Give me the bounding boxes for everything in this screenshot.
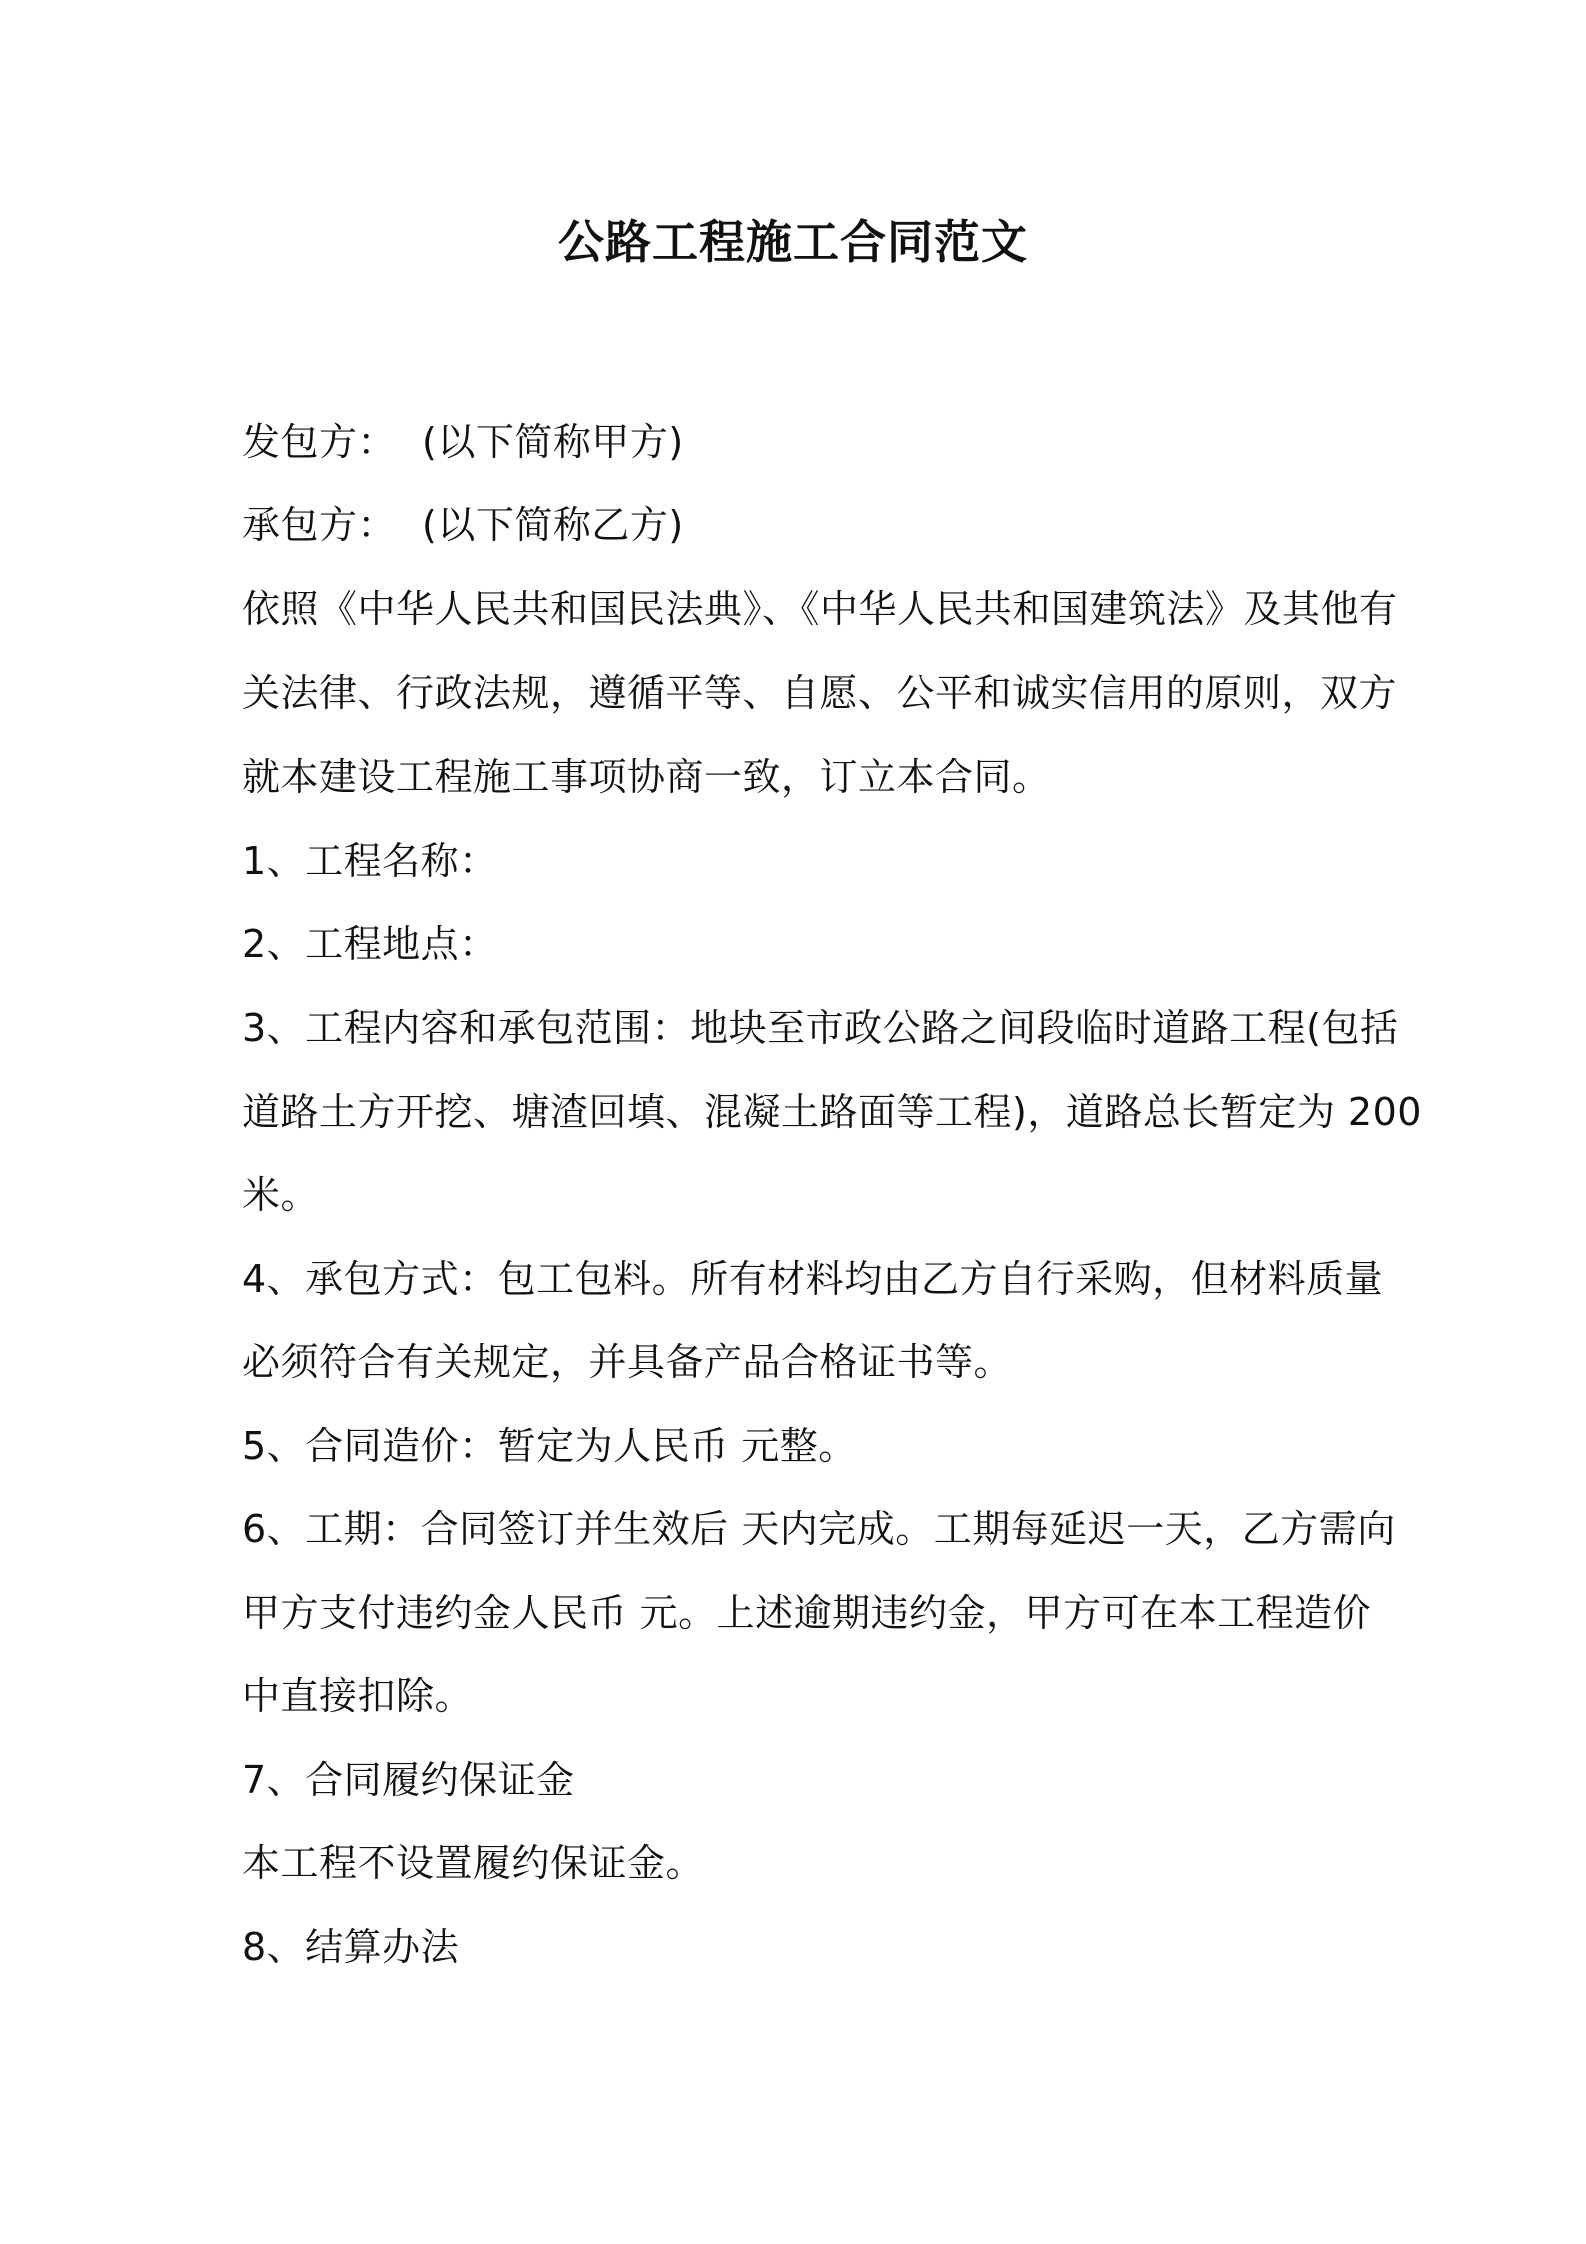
clause-7-heading: 7、合同履约保证金: [242, 1758, 575, 1802]
document-title: 公路工程施工合同范文: [558, 215, 1028, 269]
clause-3-scope-line: 3、工程内容和承包范围：地块至市政公路之间段临时道路工程(包括: [242, 1006, 1399, 1050]
party-b-line: [242, 500, 684, 550]
clause-5-contract-price: 5、合同造价：暂定为人民币 元整。: [242, 1424, 857, 1468]
party-a-note: (以下简称甲方): [422, 420, 684, 464]
clause-7-body: 本工程不设置履约保证金。: [242, 1841, 705, 1885]
clause-8-heading: 8、结算办法: [242, 1925, 460, 1969]
clause-3-scope-line: 道路土方开挖、塘渣回填、混凝土路面等工程)，道路总长暂定为 200: [242, 1090, 1422, 1134]
preamble-line: 依照《中华人民共和国民法典》、《中华人民共和国建筑法》及其他有: [242, 587, 1398, 631]
party-a-label: 发包方：: [242, 420, 397, 464]
preamble-line: 关法律、行政法规，遵循平等、自愿、公平和诚实信用的原则，双方: [242, 671, 1398, 715]
clause-4-contract-method-line: 4、承包方式：包工包料。所有材料均由乙方自行采购，但材料质量: [242, 1257, 1384, 1301]
clause-6-duration-line: 6、工期：合同签订并生效后 天内完成。工期每延迟一天，乙方需向: [242, 1507, 1396, 1551]
preamble-line: 就本建设工程施工事项协商一致，订立本合同。: [242, 755, 1051, 799]
clause-4-contract-method-line: 必须符合有关规定，并具备产品合格证书等。: [242, 1340, 1013, 1384]
party-a-line: [242, 417, 684, 467]
clause-2-project-location: 2、工程地点：: [242, 922, 498, 966]
clause-6-duration-line: 甲方支付违约金人民币 元。上述逾期违约金，甲方可在本工程造价: [242, 1591, 1372, 1635]
party-b-label: 承包方：: [242, 503, 397, 547]
clause-6-duration-line: 中直接扣除。: [242, 1674, 474, 1718]
party-b-note: (以下简称乙方): [422, 503, 684, 547]
clause-1-project-name: 1、工程名称：: [242, 839, 498, 883]
clause-3-scope-line: 米。: [242, 1173, 320, 1217]
